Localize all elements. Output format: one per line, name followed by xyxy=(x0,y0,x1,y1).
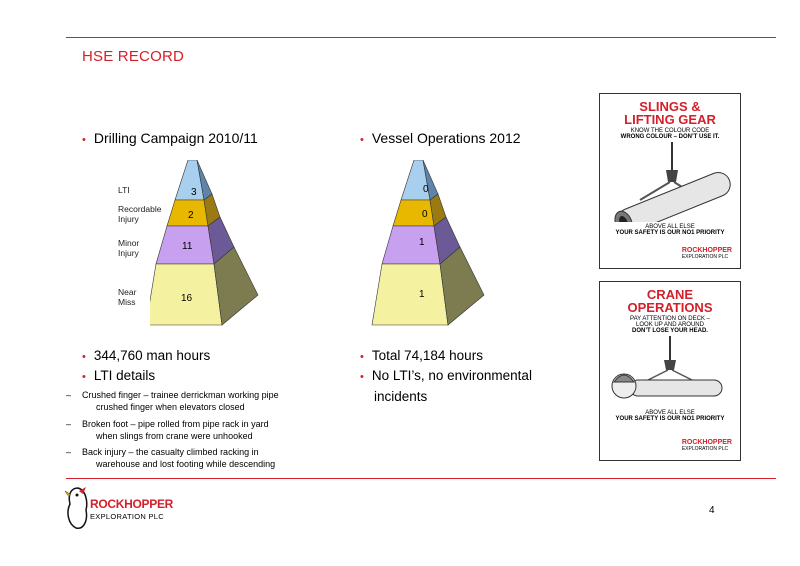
bullet-total-hours: • Total 74,184 hours xyxy=(360,348,483,363)
poster-slings: SLINGS & LIFTING GEAR KNOW THE COLOUR CODE WRONG COLOUR – DON’T USE IT. ABOVE ALL ELSE YOUR SAFETY IS OUR NO1 PRIORITY ROCKHOPPER EXPLORATION PLC xyxy=(599,93,741,269)
sub-item-back-injury: – Back injury – the casualty climbed racking in warehouse and lost footing while descending xyxy=(66,447,276,469)
bullet-icon: • xyxy=(360,371,364,383)
pyramid-vessel xyxy=(368,160,488,330)
page-title: HSE RECORD xyxy=(82,48,185,65)
poster-title: CRANE OPERATIONS xyxy=(627,287,713,315)
label-recordable: Recordable Injury xyxy=(118,204,162,224)
heading-vessel: • Vessel Operations 2012 xyxy=(360,130,521,146)
label-near-miss: Near Miss xyxy=(118,287,137,307)
dash-icon: – xyxy=(66,419,72,429)
sub-item-crushed-finger: – Crushed finger – trainee derrickman working pipe crushed finger when elevators closed xyxy=(66,390,279,412)
bottom-divider xyxy=(66,478,776,479)
value-recordable: 2 xyxy=(188,210,194,221)
bullet-man-hours: • 344,760 man hours xyxy=(82,348,211,363)
crane-load-image xyxy=(600,336,740,406)
bullet-lti-details: • LTI details xyxy=(82,368,156,383)
bullet-no-lti: • No LTI’s, no environmental incidents xyxy=(360,368,532,404)
value-minor: 1 xyxy=(419,237,425,248)
sub-item-broken-foot: – Broken foot – pipe rolled from pipe rack in yard when slings from crane were unhooked xyxy=(66,419,269,441)
value-lti: 0 xyxy=(423,184,429,195)
penguin-icon xyxy=(64,486,92,530)
bullet-icon: • xyxy=(82,351,86,363)
pipe-sling-image xyxy=(600,142,740,222)
bullet-icon: • xyxy=(82,134,86,146)
poster-crane: CRANE OPERATIONS PAY ATTENTION ON DECK – LOOK UP AND AROUND DON’T LOSE YOUR HEAD. ABOVE ALL ELSE YOUR SAFETY IS OUR NO1 PRIORITY ROCKHOPPER EXPLORATION PLC xyxy=(599,281,741,461)
bullet-icon: • xyxy=(82,371,86,383)
level-minor xyxy=(382,226,440,264)
top-divider xyxy=(66,37,776,38)
company-logo: ROCKHOPPER EXPLORATION PLC xyxy=(64,486,174,530)
bullet-icon: • xyxy=(360,134,364,146)
poster-logo: ROCKHOPPER EXPLORATION PLC xyxy=(681,439,732,452)
dash-icon: – xyxy=(66,447,72,457)
value-near-miss: 16 xyxy=(181,293,193,304)
level-recordable xyxy=(393,200,434,226)
value-near-miss: 1 xyxy=(419,289,425,300)
side-near-miss xyxy=(440,247,484,325)
label-lti: LTI xyxy=(118,185,130,195)
pyramid-drilling xyxy=(150,160,260,330)
poster-title: SLINGS & LIFTING GEAR xyxy=(624,99,716,127)
bullet-icon: • xyxy=(360,351,364,363)
dash-icon: – xyxy=(66,390,72,400)
heading-drilling: • Drilling Campaign 2010/11 xyxy=(82,130,258,146)
level-near-miss xyxy=(372,264,448,325)
value-recordable: 0 xyxy=(422,209,428,220)
value-minor: 11 xyxy=(182,241,193,252)
label-minor: Minor Injury xyxy=(118,238,140,258)
page-number: 4 xyxy=(709,505,715,516)
poster-logo: ROCKHOPPER EXPLORATION PLC xyxy=(681,247,732,260)
value-lti: 3 xyxy=(191,187,197,198)
side-near-miss xyxy=(214,247,258,325)
